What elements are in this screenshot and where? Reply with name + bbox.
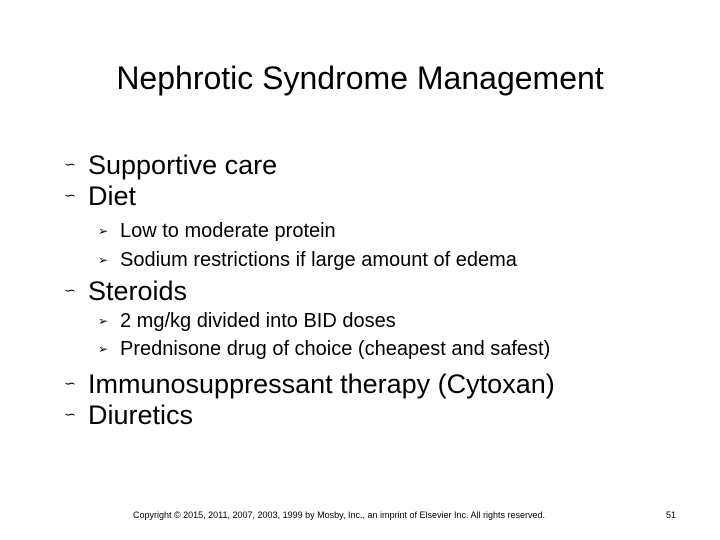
- arrow-bullet-icon: ➢: [97, 342, 109, 356]
- bullet-text: Immunosuppressant therapy (Cytoxan): [88, 369, 555, 399]
- bullet-icon: ∽: [64, 376, 76, 392]
- copyright-footer: Copyright © 2015, 2011, 2007, 2003, 1999 by Mosby, Inc., an imprint of Elsevier Inc. All rights reserved.: [133, 510, 546, 520]
- page-number: 51: [666, 510, 677, 520]
- arrow-bullet-icon: ➢: [97, 314, 109, 328]
- arrow-bullet-icon: ➢: [97, 253, 109, 267]
- bullet-icon: ∽: [64, 407, 76, 423]
- sub-bullet-text: Sodium restrictions if large amount of edema: [120, 249, 517, 271]
- bullet-icon: ∽: [64, 188, 76, 204]
- bullet-text: Steroids: [88, 276, 188, 306]
- bullet-icon: ∽: [64, 157, 76, 173]
- sub-bullet-text: Prednisone drug of choice (cheapest and safest): [120, 338, 551, 360]
- slide-title: Nephrotic Syndrome Management: [116, 60, 604, 96]
- arrow-bullet-icon: ➢: [97, 224, 109, 238]
- sub-bullet-text: Low to moderate protein: [120, 220, 336, 242]
- bullet-text: Diuretics: [88, 400, 194, 430]
- bullet-icon: ∽: [64, 283, 76, 299]
- bullet-text: Diet: [88, 181, 137, 211]
- sub-bullet-text: 2 mg/kg divided into BID doses: [120, 310, 396, 332]
- bullet-text: Supportive care: [88, 150, 278, 180]
